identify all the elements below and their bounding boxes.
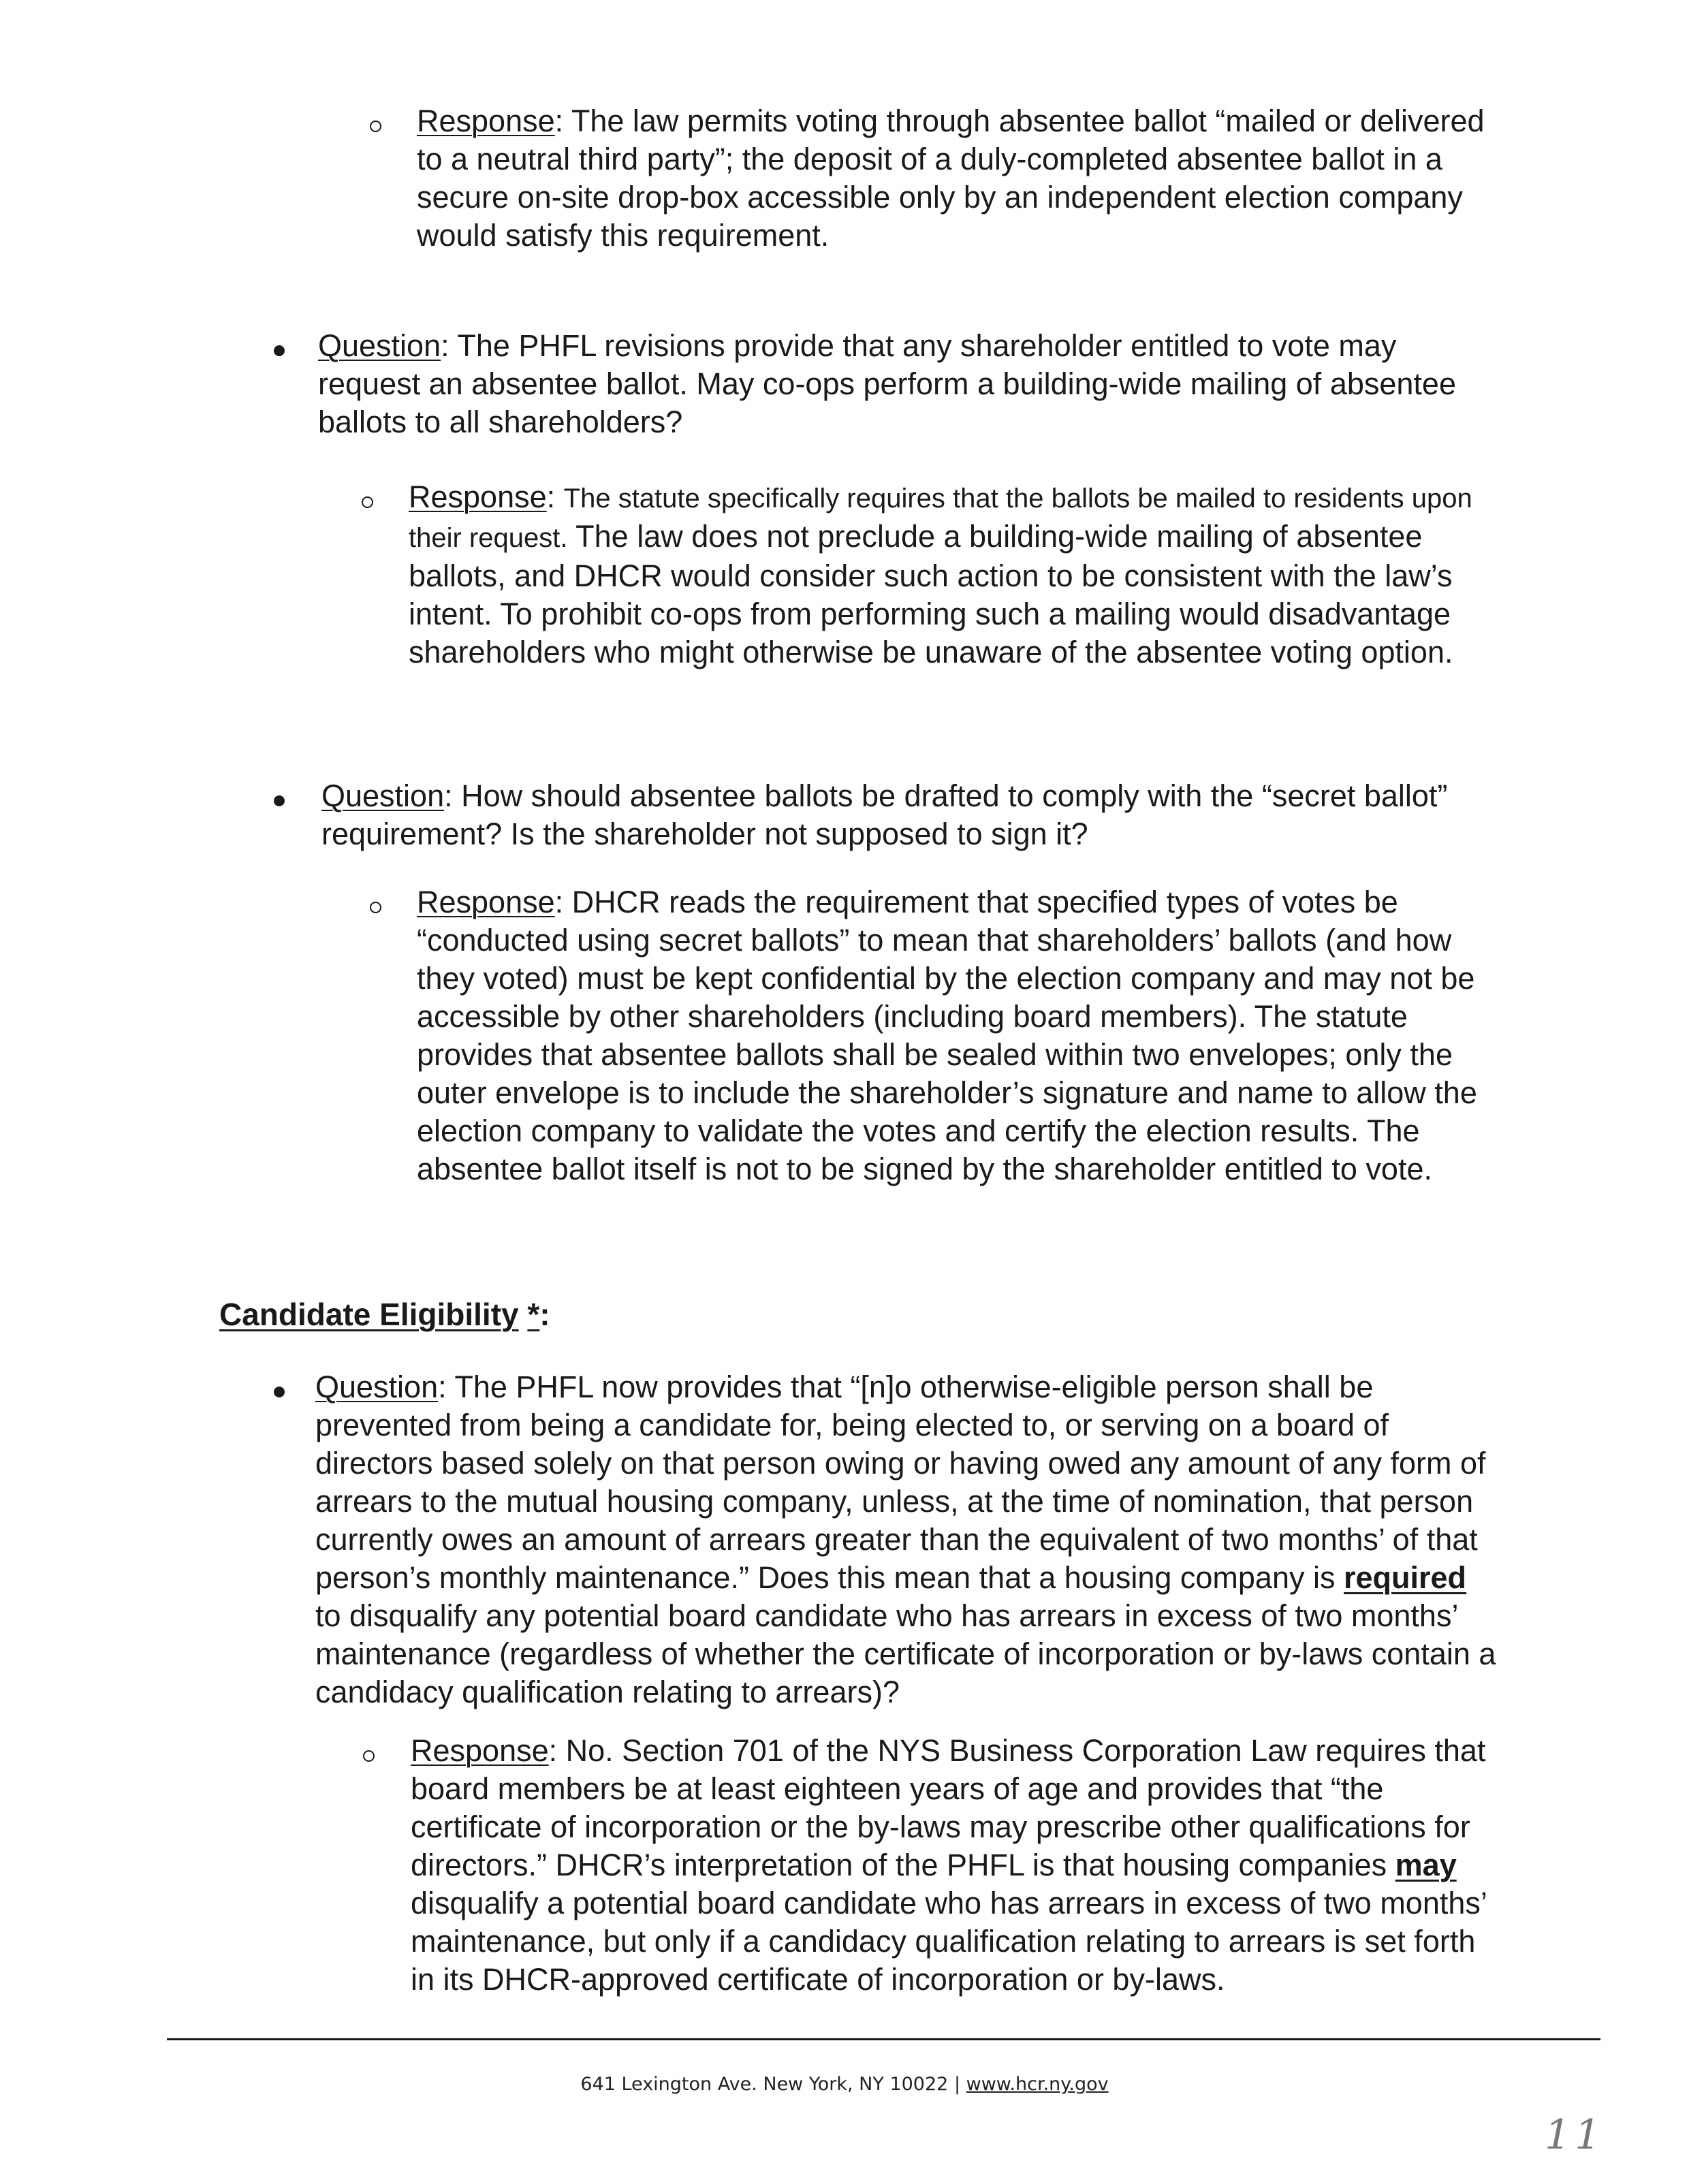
footer-separator: | [953, 2074, 961, 2095]
page-number: 11 [1545, 2111, 1605, 2159]
response-text-part1: No. Section 701 of the NYS Business Corporation Law requires that board members be at least eighteen years of age and provides that “the certificate of incorporation or the by-laws may prescribe other qualifications for directors.” DHCR’s interpretation of the PHFL is that housing companies [411, 1733, 1486, 1882]
response-text: The law permits voting through absentee ballot “mailed or delivered to a neutral third party”; the deposit of a duly-completed absentee ballot in a secure on-site drop-box accessible only by an independent election company would satisfy this requirement. [417, 104, 1485, 253]
footer-address: 641 Lexington Ave. New York, NY 10022 [580, 2074, 949, 2095]
question-1: Question: The PHFL revisions provide that any shareholder entitled to vote may request an absentee ballot. May co-ops perform a building-wide mailing of absentee ballots to all shareholders? [318, 328, 1456, 439]
section-heading-title: Candidate Eligibility [219, 1297, 519, 1332]
question-text-part1: The PHFL now provides that “[n]o otherwise-eligible person shall be prevented from being a candidate for, being elected to, or serving on a board of directors based solely on that person owing or having owed any amount of any form of arrears to the mutual housing company, unless, at the time of nomination, that person currently owes an amount of arrears greater than the equivalent of two months’ of that person’s monthly maintenance.” Does this mean that a housing company is [315, 1370, 1486, 1595]
response-label: Response [409, 479, 547, 514]
question-text-part2: to disqualify any potential board candidate who has arrears in excess of two months’ maintenance (regardless of whether the certificate of incorporation or by-laws contain a candidacy qualification relating to arrears)? [315, 1598, 1496, 1709]
footer-divider [167, 2038, 1600, 2040]
section-heading [219, 1295, 550, 1333]
response-2: Response: The statute specifically requires that the ballots be mailed to residents upon their request. The law does not preclude a building-wide mailing of absentee ballots, and DHCR would consider such action to be consistent with the law’s intent. To prohibit co-ops from performing such a mailing would disadvantage shareholders who might otherwise be unaware of the absentee voting option. [409, 479, 1472, 669]
question-label: Question [318, 328, 441, 363]
response-text-part2: disqualify a potential board candidate who has arrears in excess of two months’ maintenance, but only if a candidacy qualification relating to arrears is set forth in its DHCR-approved certificate of incorporation or by-laws. [411, 1886, 1487, 1997]
response-label: Response [417, 104, 555, 138]
bullet-circle [362, 496, 373, 508]
response-0: Response: The law permits voting through absentee ballot “mailed or delivered to a neutral third party”; the deposit of a duly-completed absentee ballot in a secure on-site drop-box accessible only by an independent election company would satisfy this requirement. [417, 104, 1485, 253]
question-label: Question [321, 778, 445, 813]
bullet-disc [274, 345, 285, 356]
bullet-circle [370, 121, 381, 132]
response-text: DHCR reads the requirement that specified types of votes be “conducted using secret ballots” to mean that shareholders’ ballots (and how they voted) must be kept confidential by the election company and may not be accessible by other shareholders (including board members). The statute provides that absentee ballots shall be sealed within two envelopes; only the outer envelope is to include the shareholder’s signature and name to allow the election company to validate the votes and certify the election results. The absentee ballot itself is not to be signed by the shareholder entitled to vote. [417, 885, 1477, 1186]
response-small-text: The statute specifically requires that the ballots be mailed to residents upon their request. [409, 484, 1472, 553]
question-emphasis: required [1344, 1560, 1467, 1595]
bullet-disc [274, 1387, 285, 1397]
question-5: Question: The PHFL now provides that “[n]o otherwise-eligible person shall be prevented from being a candidate for, being elected to, or serving on a board of directors based solely on that person owing or having owed any amount of any form of arrears to the mutual housing company, unless, at the time of nomination, that person currently owes an amount of arrears greater than the equivalent of two months’ of that person’s monthly maintenance.” Does this mean that a housing company is required to disqualify any potential board candidate who has arrears in excess of two months’ maintenance (regardless of whether the certificate of incorporation or by-laws contain a candidacy qualification relating to arrears)? [315, 1370, 1496, 1709]
bullet-disc [274, 795, 285, 806]
bullet-circle [363, 1750, 375, 1762]
response-emphasis: may [1395, 1848, 1457, 1882]
question-text: The PHFL revisions provide that any shareholder entitled to vote may request an absentee ballot. May co-ops perform a building-wide mailing of absentee ballots to all shareholders? [318, 328, 1456, 439]
response-label: Response [417, 885, 555, 919]
question-label: Question [315, 1370, 439, 1404]
response-6: Response: No. Section 701 of the NYS Business Corporation Law requires that board members be at least eighteen years of age and provides that “the certificate of incorporation or the by-laws may prescribe other qualifications for directors.” DHCR’s interpretation of the PHFL is that housing companies may disqualify a potential board candidate who has arrears in excess of two months’ maintenance, but only if a candidacy qualification relating to arrears is set forth in its DHCR-approved certificate of incorporation or by-laws. [411, 1733, 1487, 1997]
response-text: The law does not preclude a building-wide mailing of absentee ballots, and DHCR would consider such action to be consistent with the law’s intent. To prohibit co-ops from performing such a mailing would disadvantage shareholders who might otherwise be unaware of the absentee voting option. [409, 519, 1453, 669]
section-heading-colon: : [539, 1297, 550, 1332]
footer [0, 2074, 1689, 2095]
question-3: Question: How should absentee ballots be drafted to comply with the “secret ballot” requirement? Is the shareholder not supposed to sign it? [321, 778, 1448, 851]
footer-website-link[interactable]: www.hcr.ny.gov [966, 2074, 1109, 2095]
question-text: How should absentee ballots be drafted to comply with the “secret ballot” requirement? Is the shareholder not supposed to sign it? [321, 778, 1448, 851]
bullet-circle [370, 902, 381, 913]
section-heading-mark: * [527, 1297, 540, 1332]
response-label: Response [411, 1733, 549, 1768]
response-4: Response: DHCR reads the requirement that specified types of votes be “conducted using secret ballots” to mean that shareholders’ ballots (and how they voted) must be kept confidential by the election company and may not be accessible by other shareholders (including board members). The statute provides that absentee ballots shall be sealed within two envelopes; only the outer envelope is to include the shareholder’s signature and name to allow the election company to validate the votes and certify the election results. The absentee ballot itself is not to be signed by the shareholder entitled to vote. [417, 885, 1477, 1186]
